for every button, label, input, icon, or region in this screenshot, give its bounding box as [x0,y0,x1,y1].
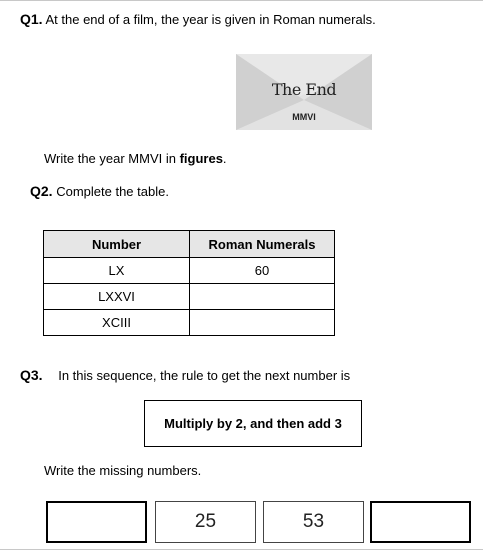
instruction-prefix: Write the year MMVI in [44,151,180,166]
envelope-subtitle: MMVI [292,112,316,122]
table-row [44,284,335,310]
question-3-text: In this sequence, the rule to get the next number is [58,368,351,383]
sequence-value-box: 25 [155,501,256,543]
table-cell-numeral: XCIII [44,310,190,336]
table-row [44,310,335,336]
sequence-rule-box: Multiply by 2, and then add 3 [144,400,362,447]
sequence-answer-box[interactable] [46,501,147,543]
table-cell-answer[interactable]: 60 [190,258,335,284]
question-3-instruction: Write the missing numbers. [44,463,202,478]
question-2-number: Q2. [30,183,53,199]
question-2 [30,183,169,199]
table-cell-numeral: LXXVI [44,284,190,310]
table-cell-answer[interactable] [190,284,335,310]
question-1-text: At the end of a film, the year is given in Roman numerals. [45,12,376,27]
header-number: Number [44,231,190,258]
table-cell-answer[interactable] [190,310,335,336]
header-roman-numerals: Roman Numerals [190,231,335,258]
roman-numerals-table [43,230,335,336]
table-row [44,258,335,284]
instruction-bold-word: figures [179,151,223,166]
question-1-number: Q1. [20,11,43,27]
question-2-text: Complete the table. [56,184,169,199]
table-cell-numeral: LX [44,258,190,284]
the-end-envelope-image [236,54,372,130]
envelope-title: The End [271,80,337,99]
top-divider [0,0,483,1]
question-1-instruction [44,151,227,166]
bottom-divider [0,549,483,550]
sequence-value-box: 53 [263,501,364,543]
sequence-answer-box[interactable] [370,501,471,543]
question-3-number: Q3. [20,367,43,383]
table-header-row [44,231,335,258]
instruction-suffix: . [222,151,227,166]
question-1 [20,11,376,27]
question-3 [20,367,350,383]
